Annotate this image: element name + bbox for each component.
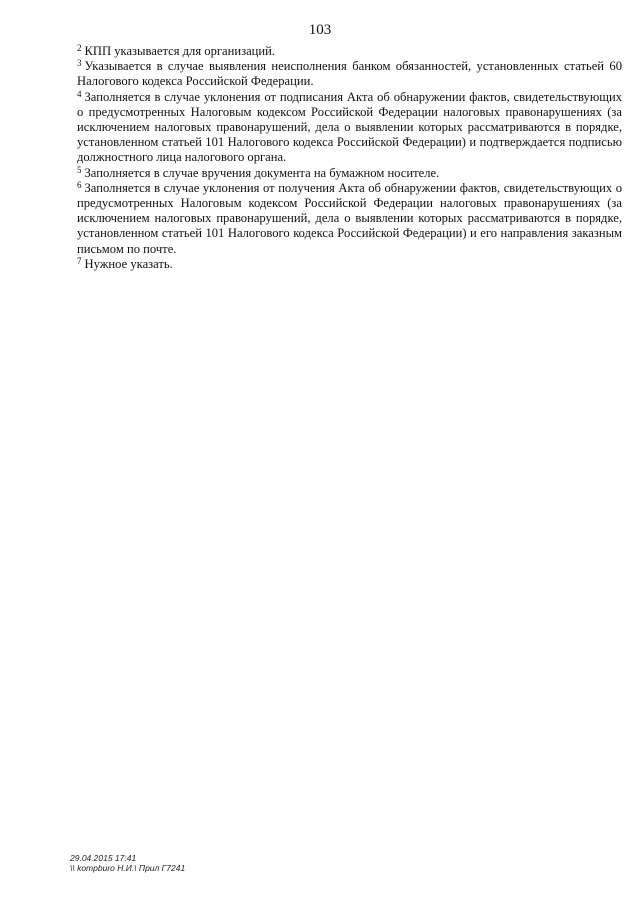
footnote-marker: 2 xyxy=(77,43,82,53)
print-timestamp: 29.04.2015 17:41 xyxy=(70,853,137,863)
footnote-7 xyxy=(77,257,622,272)
footnotes xyxy=(77,44,622,272)
footnote-marker: 3 xyxy=(77,58,82,69)
footnote-text: Заполняется в случае уклонения от получения Акта об обнаружении фактов, свидетельствующих о предусмотренных Налоговым кодексом Российской Федерации налоговых правонарушениях (за исключением налоговых правонарушений, дела о выявлении которых рассматриваются в порядке, установленном статьей 101 Налогового кодекса Российской Федерации) и его направления заказным письмом по почте. xyxy=(77,180,622,256)
footnote-text: Заполняется в случае вручения документа на бумажном носителе. xyxy=(84,165,440,180)
footnote-5 xyxy=(77,166,622,181)
footnote-text: Нужное указать. xyxy=(84,256,173,271)
footnote-marker: 5 xyxy=(77,164,82,175)
footnote-text: Заполняется в случае уклонения от подписания Акта об обнаружении фактов, свидетельствующих о предусмотренных Налоговым кодексом Российской Федерации налоговых правонарушениях (за исключением налоговых правонарушений, дела о выявлении которых рассматриваются в порядке, установленном статьей 101 Налогового кодекса Российской Федерации) и подтверждается подписью должностного лица налогового органа. xyxy=(77,89,622,165)
footnote-marker: 6 xyxy=(77,179,82,190)
footnote-marker: 4 xyxy=(77,88,82,99)
footnote-6 xyxy=(77,181,622,257)
footnote-3 xyxy=(77,59,622,89)
file-path: \\ kompburo Н.И.\ Прил Г7241 xyxy=(70,863,186,873)
print-footer xyxy=(70,853,185,873)
page-number: 103 xyxy=(308,22,332,38)
footnote-marker: 7 xyxy=(77,255,82,266)
footnote-text: Указывается в случае выявления неисполнения банком обязанностей, установленных статьей 60 Налогового кодекса Российской Федерации. xyxy=(77,59,622,89)
footnote-4 xyxy=(77,90,622,166)
footnote-text: КПП указывается для организаций. xyxy=(84,44,276,58)
footnote-2 xyxy=(77,44,622,59)
